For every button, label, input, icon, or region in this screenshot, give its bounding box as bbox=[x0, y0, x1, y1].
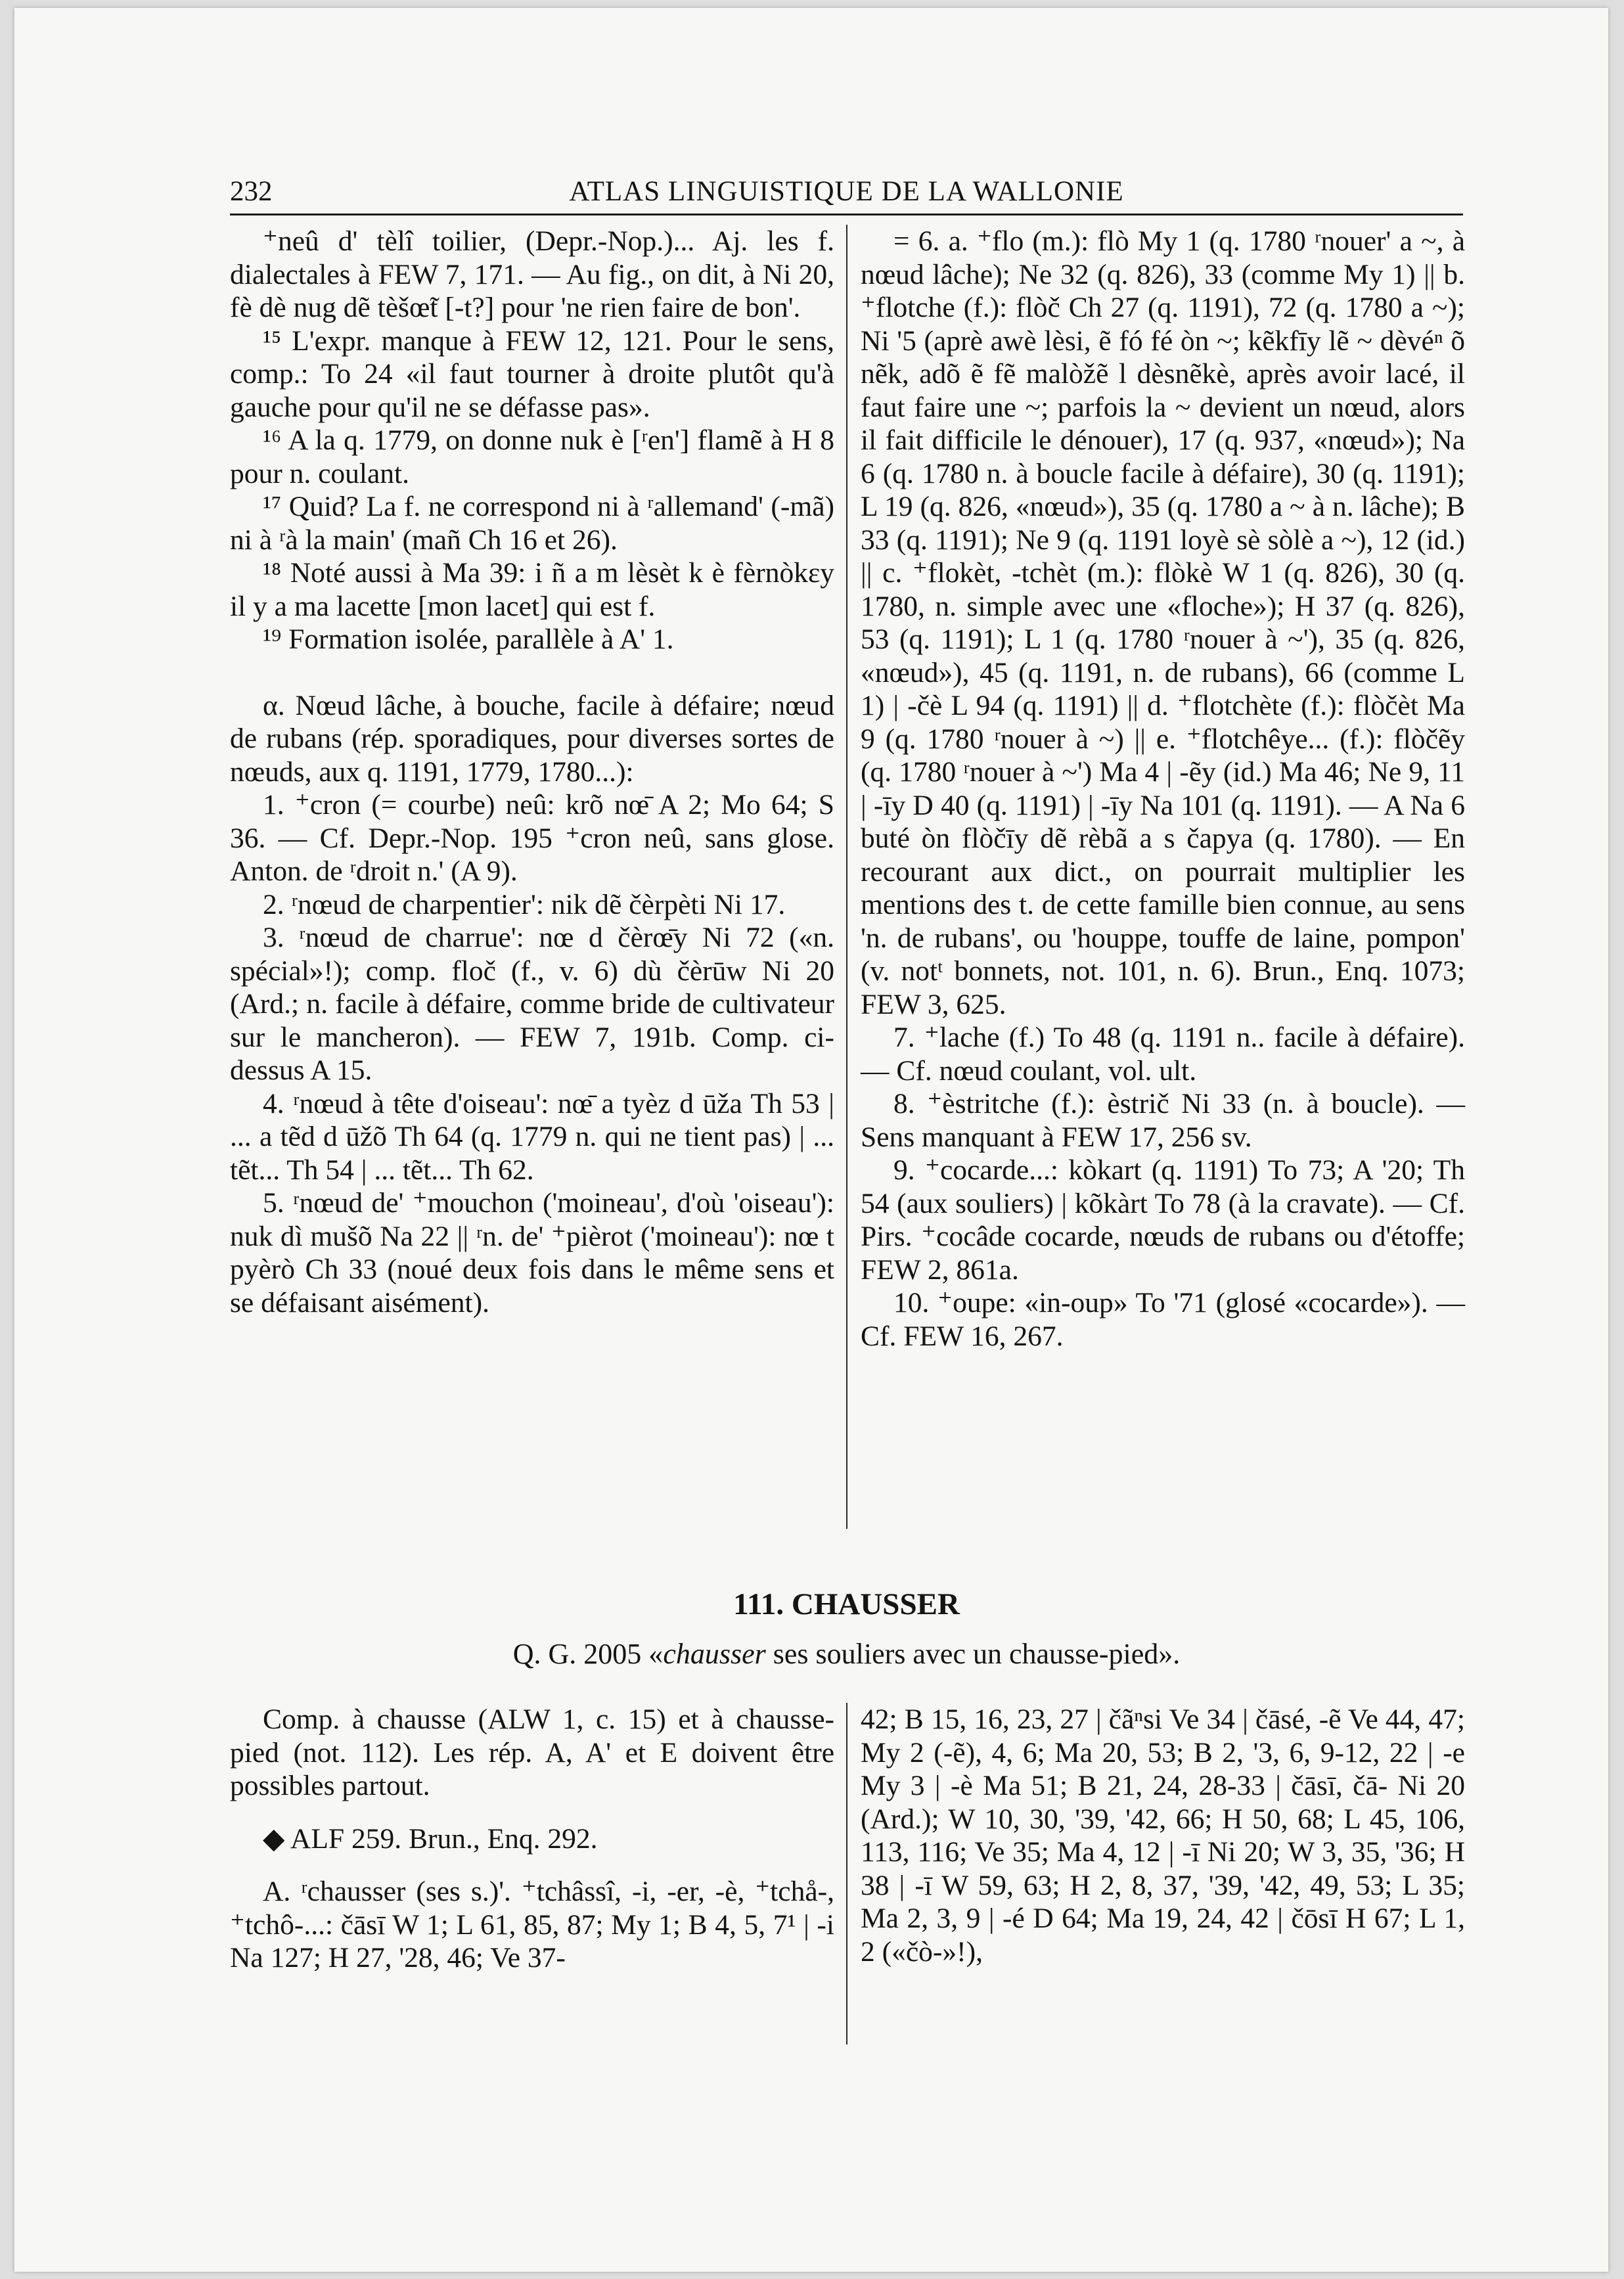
page-header bbox=[230, 172, 1463, 212]
entry-paragraph: 2. ʳnœud de charpentier': nik dẽ čèrpèti Ni 17. bbox=[263, 888, 786, 920]
section1-left-column bbox=[230, 225, 834, 1319]
spacer bbox=[230, 1855, 834, 1875]
section-subtitle bbox=[230, 1636, 1463, 1673]
column-divider bbox=[846, 225, 847, 1529]
subtitle-rest: ses souliers avec un chausse-pied». bbox=[765, 1638, 1181, 1670]
section2-right-column bbox=[861, 1703, 1465, 1968]
entry-paragraph: 8. ⁺èstritche (f.): èstrič Ni 33 (n. à boucle). — Sens manquant à FEW 17, 256 sv. bbox=[861, 1088, 1465, 1153]
note-paragraph: ⁺neû d' tèlî toilier, (Depr.-Nop.)... Aj. les f. dialectales à FEW 7, 171. — Au fig., on dit, à Ni 20, fè dè nug dẽ tèšœ̃t [-t?] pour 'ne rien faire de bon'. bbox=[230, 225, 834, 323]
entry-paragraph: 3. ʳnœud de charrue': nœ d čèrœ̄y Ni 72 («n. spécial»!); comp. floč (f., v. 6) dù čèrūw Ni 20 (Ard.; n. facile à défaire, comme bride de cultivateur sur le mancheron). — FEW 7, 191b. Comp. ci-dessus A 15. bbox=[230, 922, 834, 1086]
section1-right-column bbox=[861, 225, 1465, 1353]
header-rule bbox=[230, 214, 1463, 215]
entry-paragraph: = 6. a. ⁺flo (m.): flò My 1 (q. 1780 ʳnouer' a ~, à nœud lâche); Ne 32 (q. 826), 33 (comme My 1) || b. ⁺flotche (f.): flòč Ch 27 (q. 1191), 72 (q. 1780 a ~); Ni '5 (aprè awè lèsi, ẽ fó fé òn ~; kẽkfīy lẽ ~ dèvéⁿ õ nẽk, adõ ẽ fẽ malòžẽ l dèsnẽkè, après avoir lacé, il faut faire une ~; parfois la ~ devient un nœud, alors il fait difficile le dénouer), 17 (q. 937, «nœud»); Na 6 (q. 1780 n. à boucle facile à défaire), 30 (q. 1191); L 19 (q. 826, «nœud»), 35 (q. 1780 a ~ à n. lâche); B 33 (q. 1191); Ne 9 (q. 1191 loyè sè sòlè a ~), 12 (id.) || c. ⁺flokèt, -tchèt (m.): flòkè W 1 (q. 826), 30 (q. 1780, n. simple avec une «floche»); H 37 (q. 826), 53 (q. 1191); L 1 (q. 1780 ʳnouer à ~'), 35 (q. 826, «nœud»), 45 (q. 1191, n. de rubans), 66 (comme L 1) | -čè L 94 (q. 1191) || d. ⁺flotchète (f.): flòčèt Ma 9 (q. 1780 ʳnouer à ~) || e. ⁺flotchêye... (f.): flòčẽy (q. 1780 ʳnouer à ~') Ma 4 | -ẽy (id.) Ma 46; Ne 9, 11 | -īy D 40 (q. 1191) | -īy Na 101 (q. 1191). — A Na 6 buté òn flòčīy dẽ rèbã a s čapya (q. 1780). — En recourant aux dict., on pourrait multiplier les mentions des t. de cette famille bien connue, au sens 'n. de rubans', ou 'houppe, touffe de laine, pompon' (v. notᵗ bonnets, not. 101, n. 6). Brun., Enq. 1073; FEW 3, 625. bbox=[861, 225, 1465, 1020]
note-paragraph: ¹⁹ Formation isolée, parallèle à A' 1. bbox=[263, 623, 674, 655]
entry-paragraph: 9. ⁺cocarde...: kòkart (q. 1191) To 73; A '20; Th 54 (aux souliers) | kõkàrt To 78 (à la cravate). — Cf. Pirs. ⁺cocâde cocarde, nœuds de rubans ou d'étoffe; FEW 2, 861a. bbox=[861, 1154, 1465, 1286]
entry-paragraph: 1. ⁺cron (= courbe) neû: krõ nœ̄ A 2; Mo 64; S 36. — Cf. Depr.-Nop. 195 ⁺cron neû, sans glose. Anton. de ʳdroit n.' (A 9). bbox=[230, 789, 834, 887]
entry-paragraph: 5. ʳnœud de' ⁺mouchon ('moineau', d'où 'oiseau'): nuk dì mušõ Na 22 || ʳn. de' ⁺pièrot ('moineau'): nœ t pyèrò Ch 33 (noué deux fois dans le même sens et se défaisant aisément). bbox=[230, 1187, 834, 1319]
spacer bbox=[230, 656, 834, 689]
note-paragraph: ¹⁶ A la q. 1779, on donne nuk è [ʳen'] flamẽ à H 8 pour n. coulant. bbox=[230, 424, 834, 489]
note-paragraph: ¹⁷ Quid? La f. ne correspond ni à ʳallemand' (-mã) ni à ʳà la main' (mañ Ch 16 et 26). bbox=[230, 491, 834, 556]
note-paragraph: ¹⁵ L'expr. manque à FEW 12, 121. Pour le sens, comp.: To 24 «il faut tourner à droite plutôt qu'à gauche pour qu'il ne se défasse pas». bbox=[230, 325, 834, 423]
entry-paragraph: 42; B 15, 16, 23, 27 | čãⁿsi Ve 34 | čāsé, -ẽ Ve 44, 47; My 2 (-ẽ), 4, 6; Ma 20, 53; B 2, '3, 6, 9-12, 22 | -e My 3 | -è Ma 51; B 21, 24, 28-33 | čāsī, čā- Ni 20 (Ard.); W 10, 30, '39, '42, 66; H 50, 68; L 45, 106, 113, 116; Ve 35; Ma 4, 12 | -ī Ni 20; W 3, 35, '36; H 38 | -ī W 59, 63; H 2, 8, 37, '39, '42, 49, 53; L 35; Ma 2, 3, 9 | -é D 64; Ma 19, 24, 42 | čōsī H 67; L 1, 2 («čò-»!), bbox=[861, 1704, 1465, 1968]
entry-paragraph: 4. ʳnœud à tête d'oiseau': nœ̄ a tyèz d ūža Th 53 | ... a tẽd d ūžõ Th 64 (q. 1779 n. qui ne tient pas) | ... tẽt... Th 54 | ... tẽt... Th 62. bbox=[230, 1087, 834, 1186]
subtitle-italic: chausser bbox=[663, 1638, 766, 1670]
subtitle-prefix: Q. G. 2005 « bbox=[512, 1638, 664, 1670]
running-title: ATLAS LINGUISTIQUE DE LA WALLONIE bbox=[569, 176, 1124, 207]
entry-paragraph: 10. ⁺oupe: «in-oup» To '71 (glosé «cocarde»). — Cf. FEW 16, 267. bbox=[861, 1287, 1465, 1352]
entry-paragraph: 7. ⁺lache (f.) To 48 (q. 1191 n.. facile à défaire). — Cf. nœud coulant, vol. ult. bbox=[861, 1022, 1465, 1087]
intro-paragraph: Comp. à chausse (ALW 1, c. 15) et à chausse-pied (not. 112). Les rép. A, A' et E doivent être possibles partout. bbox=[230, 1704, 834, 1801]
reference-paragraph: ◆ ALF 259. Brun., Enq. 292. bbox=[263, 1822, 598, 1855]
page-number: 232 bbox=[230, 176, 273, 207]
section-title: 111. CHAUSSER bbox=[733, 1587, 960, 1621]
entry-paragraph: α. Nœud lâche, à bouche, facile à défaire; nœud de rubans (rép. sporadiques, pour diverses sortes de nœuds, aux q. 1191, 1779, 1780...): bbox=[230, 689, 834, 788]
section2-left-column bbox=[230, 1703, 834, 1975]
entry-paragraph: A. ʳchausser (ses s.)'. ⁺tchâssî, -i, -er, -è, ⁺tchå-, ⁺tchô-...: čāsī W 1; L 61, 85, 87; My 1; B 4, 5, 7¹ | -i Na 127; H 27, '28, 46; Ve 37- bbox=[230, 1876, 834, 1974]
spacer bbox=[230, 1803, 834, 1822]
column-divider bbox=[846, 1703, 847, 2044]
note-paragraph: ¹⁸ Noté aussi à Ma 39: i ñ a m lèsèt k è fèrnòkɛy il y a ma lacette [mon lacet] qui est f. bbox=[230, 557, 834, 622]
